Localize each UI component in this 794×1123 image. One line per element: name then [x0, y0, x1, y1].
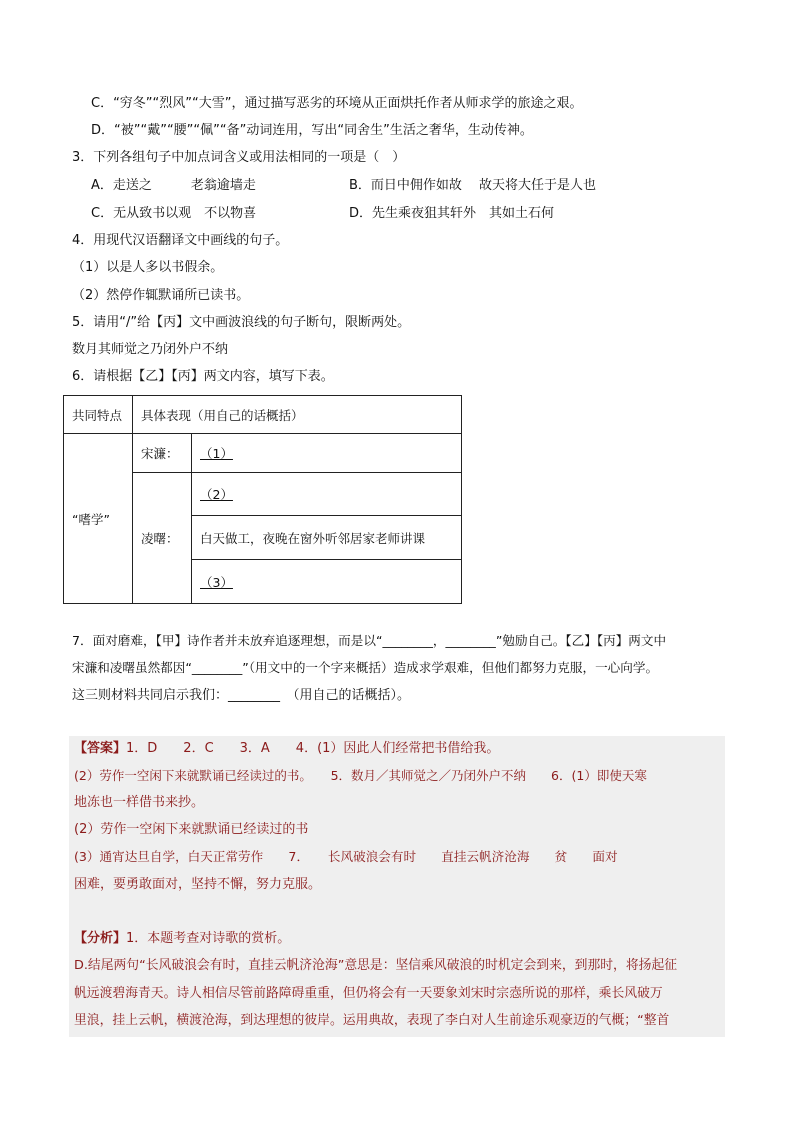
q6-header-detail: 具体表现（用自己的话概括） [133, 396, 462, 434]
answer-line-2: (2）劳作一空闲下来就默诵已经读过的书。 5．数月／其师觉之／乃闭外户不纳 6．(1）即使天寒 [74, 768, 647, 783]
q2-option-d: D．“被”“戴”“腰”“佩”“备”动词连用，写出“同舍生”生活之奢华，生动传神。 [91, 123, 533, 138]
answer-line-1 [74, 739, 499, 759]
q7-line-1: 7．面对磨难，【甲】诗作者并未放弃追逐理想，而是以“________，________”勉励自己。【乙】【丙】两文中 [72, 633, 667, 648]
q4-sentence-1: （1）以是人多以书假余。 [72, 260, 224, 275]
q2-option-c: C．“穷冬”“烈风”“大雪”，通过描写恶劣的环境从正面烘托作者从师求学的旅途之艰。 [91, 96, 583, 111]
q6-person-ling: 凌曙： [133, 473, 192, 604]
q3-stem: 3．下列各组句子中加点词含义或用法相同的一项是（ ） [72, 150, 406, 165]
answer-line-3: 地冻也一样借书来抄。 [74, 795, 205, 810]
q3-option-d: D．先生乘夜狙其轩外 其如土石何 [349, 206, 555, 221]
analysis-line-3: 帆远渡碧海青天。诗人相信尽管前路障碍重重，但仍将会有一天要象刘宋时宗悫所说的那样，乘长风破万 [74, 986, 663, 1001]
q3-option-a: A．走送之 老翁逾墙走 [91, 178, 256, 193]
q6-blank-1[interactable] [192, 434, 462, 473]
q6-person-song: 宋濂： [133, 434, 192, 473]
analysis-line-1 [74, 929, 290, 949]
answer-line-4: (2）劳作一空闲下来就默诵已经读过的书 [74, 822, 309, 837]
answer-line-5: (3）通宵达旦自学，白天正常劳作 7． 长风破浪会有时 直挂云帆济沧海 贫 面对 [74, 849, 618, 864]
q4-stem: 4．用现代汉语翻译文中画线的句子。 [72, 233, 289, 248]
q4-sentence-2: （2）然停作辄默诵所已读书。 [72, 288, 250, 303]
q6-blank-3[interactable] [192, 560, 462, 604]
q5-stem: 5．请用“/”给【丙】文中画波浪线的句子断句，限断两处。 [72, 315, 411, 330]
q6-blank-2[interactable] [192, 473, 462, 516]
q7-line-3: 这三则材料共同启示我们：________ （用自己的话概括）。 [72, 688, 411, 703]
q6-blank-2-label: （2） [200, 487, 233, 502]
analysis-line-2: D.结尾两句“长风破浪会有时，直挂云帆济沧海”意思是：坚信乘风破浪的时机定会到来，到那时，将扬起征 [74, 958, 678, 973]
analysis-tag: 【分析】 [74, 931, 127, 946]
q6-blank-1-label: （1） [200, 446, 233, 461]
q3-option-c: C．无从致书以观 不以物喜 [91, 206, 257, 221]
q6-blank-3-label: （3） [200, 574, 233, 590]
q6-feature-cell: “嗜学” [64, 434, 133, 604]
q6-table [63, 395, 462, 604]
analysis-line-4: 里浪，挂上云帆，横渡沧海，到达理想的彼岸。运用典故，表现了李白对人生前途乐观豪迈的气概；“整首 [74, 1013, 670, 1028]
q5-sentence: 数月其师觉之乃闭外户不纳 [72, 342, 229, 357]
q3-option-b: B．而日中佣作如故 故天将大任于是人也 [349, 178, 597, 193]
q7-line-2: 宋濂和凌曙虽然都因“________”（用文中的一个字来概括）造成求学艰难，但他们都努力克服，一心向学。 [72, 660, 659, 675]
answer-tag: 【答案】 [74, 741, 127, 756]
q6-header-feature: 共同特点 [64, 396, 133, 434]
answer-line-6: 困难，要勇敢面对，坚持不懈，努力克服。 [74, 877, 322, 892]
answer-line-1-text: 1．D 2．C 3．A 4．(1）因此人们经常把书借给我。 [126, 741, 500, 756]
q6-given-answer: 白天做工，夜晚在窗外听邻居家老师讲课 [192, 516, 462, 560]
analysis-line-1-text: 1．本题考查对诗歌的赏析。 [126, 931, 291, 946]
q6-stem: 6．请根据【乙】【丙】两文内容，填写下表。 [72, 369, 334, 384]
